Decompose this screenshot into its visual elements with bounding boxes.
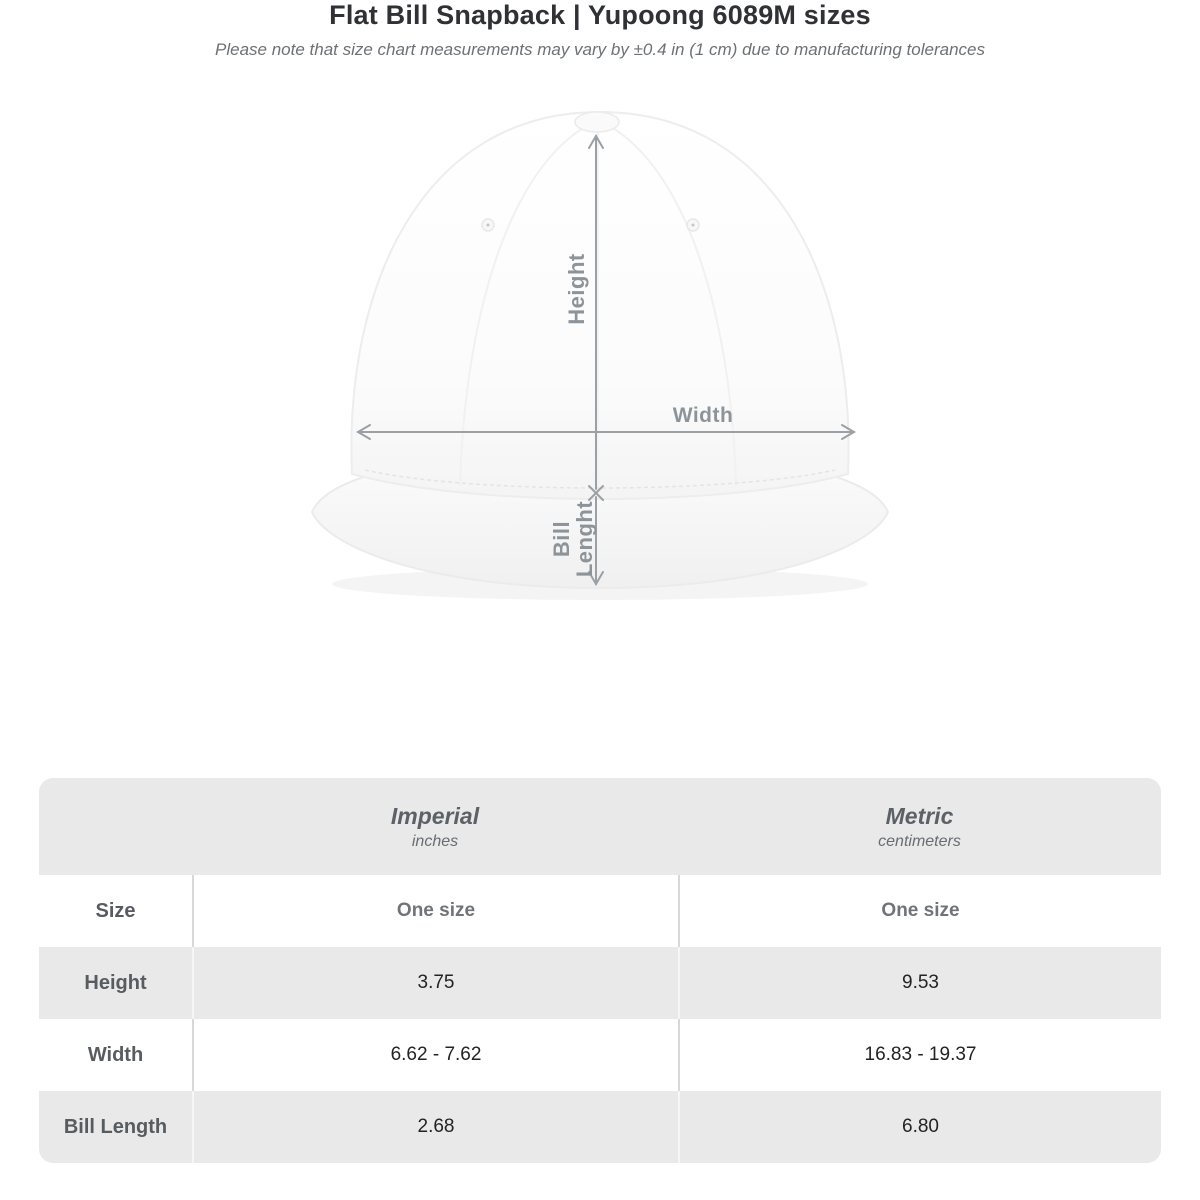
table-row-size [39, 875, 1161, 947]
eyelet-right [687, 219, 699, 231]
size-table-header [39, 778, 1161, 875]
cap-crown [351, 112, 848, 499]
metric-value: One size [881, 900, 960, 921]
imperial-value: One size [396, 900, 476, 921]
table-row-height [39, 947, 1161, 1019]
width-label: Width [672, 404, 734, 427]
metric-column-unit: centimeters [878, 832, 961, 850]
header-metric [678, 778, 1161, 875]
metric-value: 16.83 - 19.37 [864, 1044, 977, 1065]
cap-button [575, 112, 619, 132]
size-table [39, 778, 1161, 1163]
bill-length-label-line2: Lenght [572, 500, 597, 578]
imperial-column-unit: inches [411, 832, 459, 850]
metric-value: 9.53 [902, 972, 939, 993]
imperial-column-title: Imperial [390, 802, 480, 829]
eyelet-left [482, 219, 494, 231]
page-title: Flat Bill Snapback | Yupoong 6089M sizes [329, 0, 871, 30]
table-row-width [39, 1019, 1161, 1091]
height-label: Height [564, 253, 589, 325]
row-label: Size [95, 899, 136, 922]
header-spacer-cell [39, 778, 192, 875]
bill-length-label-line1: Bill [549, 520, 574, 558]
imperial-value: 3.75 [417, 972, 455, 993]
page-subtitle: Please note that size chart measurements may vary by ±0.4 in (1 cm) due to manufacturing tolerances [215, 40, 985, 59]
row-label: Height [84, 971, 147, 994]
imperial-value: 2.68 [417, 1116, 455, 1137]
header-imperial [192, 778, 678, 875]
heading-block [0, 0, 1200, 60]
imperial-value: 6.62 - 7.62 [390, 1044, 482, 1065]
metric-column-title: Metric [885, 802, 954, 829]
row-label: Width [87, 1043, 144, 1066]
metric-value: 6.80 [902, 1116, 939, 1137]
table-row-bill-length [39, 1091, 1161, 1163]
row-label: Bill Length [63, 1115, 168, 1138]
